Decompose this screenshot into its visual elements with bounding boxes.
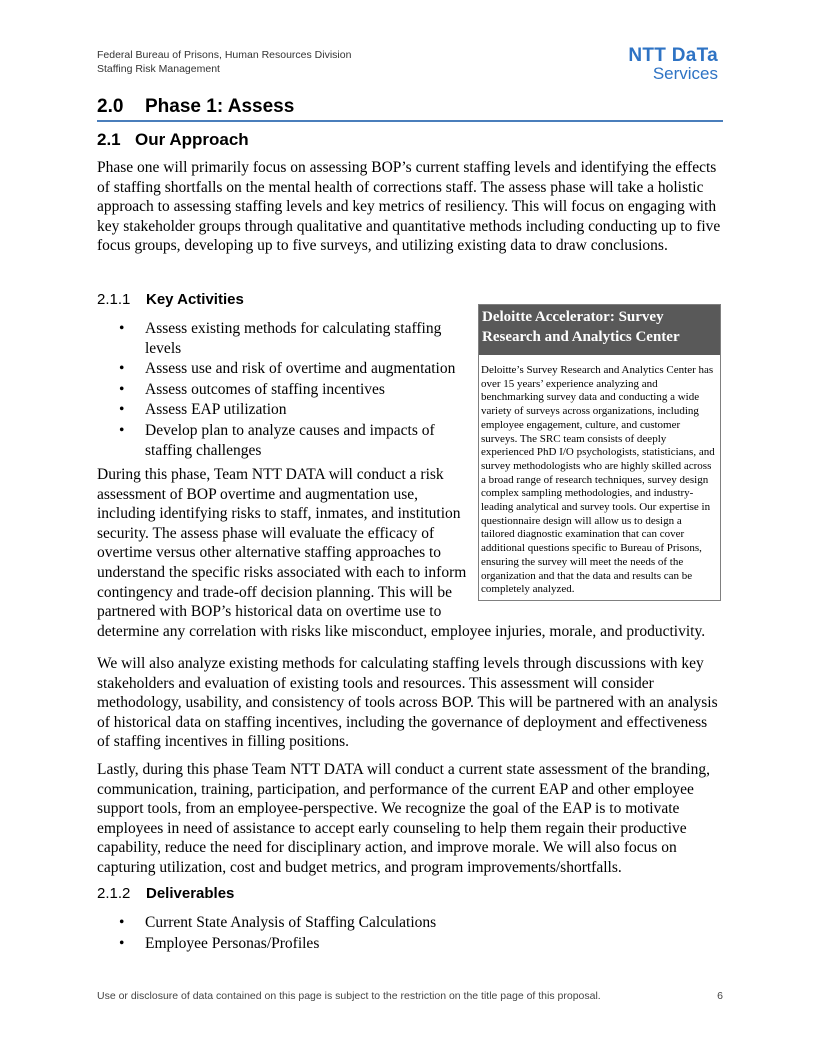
document-header [97, 48, 351, 76]
bullet-icon: • [119, 401, 125, 419]
section-heading [97, 96, 723, 122]
list-item: • Employee Personas/Profiles [119, 934, 320, 952]
bullet-icon: • [119, 421, 125, 439]
document-footer [97, 990, 723, 1002]
bullet-icon: • [119, 320, 125, 337]
deliverables-number: 2.1.2 [97, 885, 131, 902]
list-item: • Assess use and risk of overtime and augmentation [119, 360, 456, 378]
list-item: • Assess outcomes of staffing incentives [119, 380, 385, 398]
list-item: • Current State Analysis of Staffing Calculations [119, 914, 437, 931]
bullet-icon: • [119, 360, 125, 378]
approach-paragraph: Phase one will primarily focus on assessing BOP’s current staffing levels and identifying the effects of staffing shortfalls on the mental health of corrections staff. The assess phase will take a holistic approach to assessing staffing levels and key metrics of resiliency. This will focus on engaging with key stakeholder groups through qualitative and quantitative methods including conducting up to five focus groups, developing up to five surveys, and utilizing existing data to draw conclusions. [97, 159, 721, 255]
section-title: Phase 1: Assess [145, 96, 295, 117]
subsection-number: 2.1 [97, 130, 121, 149]
callout-wrap-spacer [467, 465, 723, 611]
restriction-notice: Use or disclosure of data contained on this page is subject to the restriction on the title page of this proposal. [97, 990, 601, 1002]
eap-assessment-paragraph: Lastly, during this phase Team NTT DATA will conduct a current state assessment of the branding, communication, training, participation, and performance of the current EAP and other employee support tools, from an employee-perspective. We recognize the goal of the EAP is to motivate employees in need of assistance to accept early counseling to help them regain their productive capability, reduce the need for disciplinary action, and improve morale. We will also focus on capturing utilization, cost and budget metrics, and program improvements/shortfalls. [97, 761, 710, 876]
project-name: Staffing Risk Management [97, 63, 220, 75]
staffing-methods-paragraph: We will also analyze existing methods for calculating staffing levels through discussions with key stakeholders and evaluation of existing tools and resources. This assessment will consider methodology, usability, and consistency of tools across BOP. This will be partnered with an analysis of historical data on staffing incentives, including the governance of deployment and effectiveness of staffing incentives in filling positions. [97, 655, 718, 751]
risk-assessment-paragraph: During this phase, Team NTT DATA will conduct a risk assessment of BOP overtime and augmentation use, including identifying risks to staff, inmates, and institution security. The assess phase will evaluate the efficacy of overtime versus other alternative staffing approaches to understand the specific risks associated with each to inform contingency and trade-off decision planning. This will be partnered with BOP’s historical data on overtime use to determine any correlation with risks like misconduct, employee injuries, morale, and productivity. [97, 465, 723, 641]
subsection-heading [97, 130, 249, 150]
list-item: • Assess EAP utilization [119, 401, 287, 419]
bullet-icon: • [119, 934, 125, 952]
page-number: 6 [717, 990, 723, 1002]
deliverables-heading [97, 885, 234, 902]
list-item: • Develop plan to analyze causes and impacts of staffing challenges [119, 421, 435, 459]
list-item: • Assess existing methods for calculating staffing levels [119, 320, 442, 357]
section-number: 2.0 [97, 96, 124, 117]
callout-title: Deloitte Accelerator: Survey Research and Analytics Center [479, 305, 720, 355]
bullet-icon: • [119, 914, 125, 931]
deliverables-list [97, 913, 597, 954]
subsection-title: Our Approach [135, 130, 249, 149]
org-name: Federal Bureau of Prisons, Human Resources Division [97, 49, 352, 61]
bullet-icon: • [119, 380, 125, 398]
logo-subtitle: Services [652, 64, 718, 83]
deliverables-title: Deliverables [146, 885, 235, 902]
logo-wordmark: NTT DaTa [628, 45, 718, 66]
key-activities-list [97, 319, 477, 461]
ntt-data-logo [628, 46, 718, 83]
key-activities-title: Key Activities [146, 291, 244, 308]
key-activities-number: 2.1.1 [97, 291, 131, 308]
callout-body: Deloitte’s Survey Research and Analytics Center has over 15 years’ experience analyzing and benchmarking survey data and conducting a wide variety of surveys across organizations, including employee engagement, culture, and customer surveys. The SRC team consists of deeply experienced PhD I/O psychologists, statisticians, and survey methodologists who are highly skilled across a broad range of research techniques, survey design complex sampling methodologies, and industry-leading analytical and survey tools. Our expertise in questionnaire design will allow us to design a tailored diagnostic examination that can cover additional questions specific to Bureau of Prisons, ensuring the survey will meet the needs of the organization and that the data and results can be completely analyzed. [481, 364, 715, 596]
key-activities-heading [97, 291, 244, 308]
